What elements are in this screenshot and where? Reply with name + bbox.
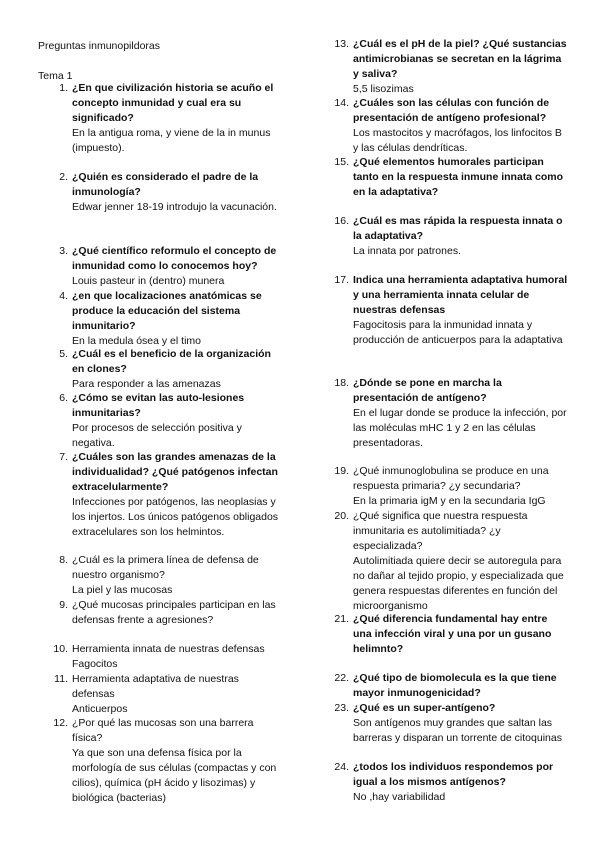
answer-text: No ,hay variabilidad <box>353 791 446 803</box>
answer-text: Anticuerpos <box>72 703 128 715</box>
question-text: ¿Qué es un super-antígeno? <box>353 702 496 714</box>
question-item <box>59 347 282 392</box>
answer-text: Louis pasteur in (dentro) munera <box>72 275 225 287</box>
question-number: 6. <box>59 392 68 404</box>
question-number: 24. <box>334 761 349 773</box>
question-item <box>334 701 568 746</box>
question-number: 2. <box>59 171 68 183</box>
answer-text: 5,5 lisozimas <box>353 83 414 95</box>
question-number: 14. <box>334 97 349 109</box>
question-text: ¿Por qué las mucosas son una barrera física? <box>72 717 254 744</box>
question-number: 1. <box>59 82 68 94</box>
question-item <box>53 642 282 672</box>
question-item <box>334 671 568 701</box>
answer-text: La innata por patrones. <box>353 245 461 257</box>
question-item <box>59 81 282 156</box>
answer-text: En el lugar donde se produce la infección, por las moléculas mHC 1 y 2 en las células presentadoras. <box>353 407 567 449</box>
answer-text: Los mastocitos y macrófagos, los linfocitos B y las células dendríticas. <box>353 127 562 154</box>
answer-text: Autolimitiada quiere decir se autoregula para no dañar al tejido propio, y especializada que genera respuestas diferentes en función del microorganismo <box>353 555 564 612</box>
question-number: 10. <box>53 643 68 655</box>
answer-text: Fagocitos <box>72 658 118 670</box>
question-number: 18. <box>334 377 349 389</box>
question-item <box>53 716 282 806</box>
question-item <box>59 553 282 598</box>
question-text: Herramienta innata de nuestras defensas <box>72 643 265 655</box>
question-text: ¿Qué científico reformulo el concepto de inmunidad como lo conocemos hoy? <box>72 245 277 272</box>
question-text: Herramienta adaptativa de nuestras defensas <box>72 673 239 700</box>
question-item <box>334 509 568 614</box>
question-item <box>334 273 568 348</box>
question-number: 23. <box>334 702 349 714</box>
question-item <box>54 672 282 717</box>
question-number: 16. <box>334 215 349 227</box>
question-text: ¿En que civilización historia se acuño el concepto inmunidad y cual era su significado? <box>72 82 274 124</box>
question-text: Indica una herramienta adaptativa humoral y una herramienta innata celular de nuestras defensas <box>353 274 568 316</box>
question-item <box>334 376 568 451</box>
answer-text: La piel y las mucosas <box>72 584 173 596</box>
question-text: ¿Qué mucosas principales participan en las defensas frente a agresiones? <box>72 599 276 626</box>
question-text: ¿Cuál es la primera línea de defensa de nuestro organismo? <box>72 554 259 581</box>
question-item <box>334 214 568 259</box>
question-item <box>59 450 282 540</box>
question-text: ¿Qué elementos humorales participan tanto en la respuesta inmune innata como en la adaptativa? <box>353 156 564 198</box>
question-item <box>334 612 568 657</box>
question-text: ¿Qué tipo de biomolecula es la que tiene mayor inmunogenicidad? <box>353 672 557 699</box>
question-number: 20. <box>334 510 349 522</box>
answer-text: En la primaria igM y en la secundaria IgG <box>353 495 546 507</box>
question-number: 3. <box>59 245 68 257</box>
answer-text: Fagocitosis para la inmunidad innata y producción de anticuerpos para la adaptativa <box>353 319 563 346</box>
answer-text: Por procesos de selección positiva y negativa. <box>72 422 242 449</box>
answer-text: Para responder a las amenazas <box>72 378 221 390</box>
question-number: 15. <box>334 156 349 168</box>
answer-text: Ya que son una defensa física por la morfología de sus células (compactas y con cilios), química (pH ácido y lisozimas) y biológica (bacterias) <box>72 747 277 804</box>
question-text: ¿Cómo se evitan las auto-lesiones inmunitarias? <box>72 392 245 419</box>
question-text: ¿todos los individuos respondemos por igual a los mismos antígenos? <box>353 761 554 788</box>
answer-text: Son antígenos muy grandes que saltan las barreras y disparan un torrente de citoquinas <box>353 717 562 744</box>
answer-text: Infecciones por patógenos, las neoplasias y los injertos. Los únicos patógenos obligados extracelulares son los helmintos. <box>72 496 279 538</box>
question-text: ¿en que localizaciones anatómicas se produce la educación del sistema inmunitario? <box>72 290 262 332</box>
question-number: 11. <box>54 673 68 685</box>
question-text: ¿Cuál es el beneficio de la organización en clones? <box>72 348 271 375</box>
question-number: 17. <box>334 274 349 286</box>
question-number: 12. <box>53 717 68 729</box>
question-text: ¿Cuál es mas rápida la respuesta innata o la adaptativa? <box>353 215 563 242</box>
question-text: ¿Quién es considerado el padre de la inmunología? <box>72 171 259 198</box>
question-text: ¿Qué diferencia fundamental hay entre una infección viral y una por un gusano helimnto? <box>353 613 552 655</box>
section-heading: Tema 1 <box>38 70 73 82</box>
question-item <box>59 170 282 215</box>
question-item <box>334 96 568 156</box>
question-number: 9. <box>59 599 68 611</box>
question-item <box>334 37 568 97</box>
question-text: ¿Cuáles son las grandes amenazas de la individualidad? ¿Qué patógenos infectan extracelularmente? <box>72 451 278 493</box>
question-text: ¿Qué significa que nuestra respuesta inmunitaria es autolimitiada? ¿y especializada? <box>353 510 528 552</box>
question-number: 13. <box>334 38 349 50</box>
question-number: 4. <box>59 290 68 302</box>
question-number: 8. <box>59 554 68 566</box>
question-item <box>59 391 282 451</box>
answer-text: En la medula ósea y el timo <box>72 335 201 347</box>
question-item <box>334 464 568 509</box>
question-number: 22. <box>334 672 349 684</box>
question-number: 21. <box>334 613 349 625</box>
question-item <box>59 598 282 628</box>
question-number: 7. <box>59 451 68 463</box>
question-item <box>59 244 282 289</box>
question-item <box>334 760 568 805</box>
question-number: 19. <box>334 465 349 477</box>
question-text: ¿Qué inmunoglobulina se produce en una respuesta primaria? ¿y secundaria? <box>353 465 549 492</box>
question-number: 5. <box>59 348 68 360</box>
question-item <box>334 155 568 200</box>
document-title: Preguntas inmunopildoras <box>38 40 160 52</box>
answer-text: Edwar jenner 18-19 introdujo la vacunación. <box>72 201 277 213</box>
question-text: ¿Cuál es el pH de la piel? ¿Qué sustancias antimicrobianas se secretan en la lágrima y saliva? <box>353 38 567 80</box>
answer-text: En la antigua roma, y viene de la in munus (impuesto). <box>72 127 271 154</box>
question-text: ¿Dónde se pone en marcha la presentación de antígeno? <box>353 377 502 404</box>
question-text: ¿Cuáles son las células con función de presentación de antígeno profesional? <box>353 97 550 124</box>
question-item <box>59 289 282 349</box>
